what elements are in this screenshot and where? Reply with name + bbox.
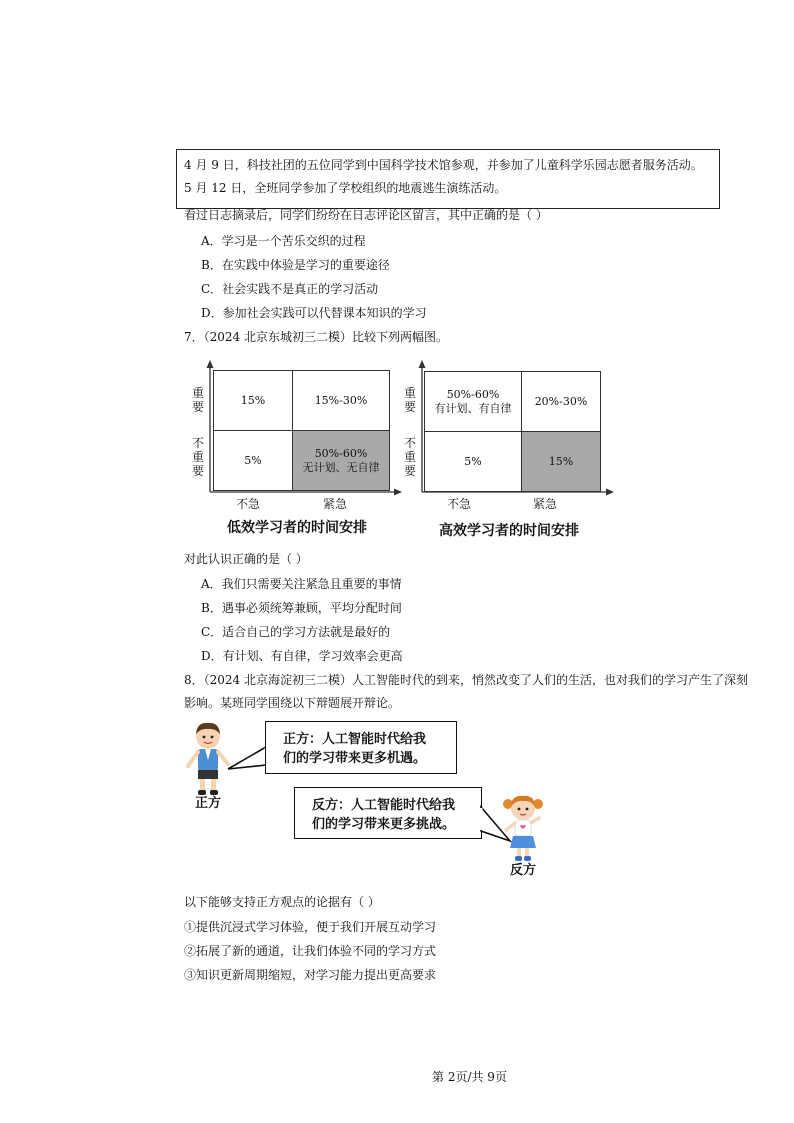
right-col-label-notrush: 不急: [447, 497, 472, 511]
right-cell-unimportant-notrush: [424, 431, 522, 492]
left-cell-important-urgent-text: 15%-30%: [314, 393, 368, 407]
q7-option-d: D．有计划、有自律，学习效率会更高: [201, 649, 403, 663]
q8-stem-line-2: 影响。某班同学围绕以下辩题展开辩论。: [184, 696, 401, 710]
right-cell-important-urgent: [521, 371, 601, 432]
left-cell-unimportant-notrush: [213, 430, 293, 491]
left-cell-unimportant-urgent: [292, 430, 390, 491]
right-chart-title: 高效学习者的时间安排: [439, 523, 579, 539]
left-cell-unimportant-urgent-value: 50%-60%: [314, 446, 368, 460]
diary-line-2: 5 月 12 日，全班同学参加了学校组织的地震逃生演练活动。: [184, 181, 507, 195]
page-number: 第 2页/共 9页: [432, 1070, 507, 1084]
q8-item-2: ②拓展了新的通道，让我们体验不同的学习方式: [184, 944, 437, 958]
q6-option-c: C．社会实践不是真正的学习活动: [201, 282, 379, 296]
con-speech-bubble: [294, 787, 482, 839]
right-cell-unimportant-notrush-text: 5%: [464, 454, 482, 468]
q8-stem-line-1: 8．（2024 北京海淀初三二模）人工智能时代的到来，悄然改变了人们的生活，也对我们的学习产生了深刻: [184, 673, 748, 687]
left-col-label-notrush: 不急: [236, 497, 261, 511]
q6-stem: 看过日志摘录后，同学们纷纷在日志评论区留言，其中正确的是（ ）: [184, 208, 548, 222]
q8-question: 以下能够支持正方观点的论据有（ ）: [184, 895, 380, 909]
right-cell-important-notrush: [424, 371, 522, 432]
left-row-label-important: 重要: [191, 386, 204, 414]
pro-bubble-line-2: 们的学习带来更多机遇。: [283, 751, 427, 766]
right-cell-important-urgent-text: 20%-30%: [534, 394, 588, 408]
right-row-label-unimportant: 不重要: [403, 436, 416, 478]
girl-illustration-icon: [498, 792, 548, 864]
q7-option-a: A．我们只需要关注紧急且重要的事情: [201, 577, 402, 591]
q8-item-3: ③知识更新周期缩短，对学习能力提出更高要求: [184, 968, 437, 982]
pro-bubble-tail: [226, 745, 270, 775]
diary-line-1: 4 月 9 日，科技社团的五位同学到中国科学技术馆参观，并参加了儿童科学乐园志愿者服务活动。: [184, 158, 703, 172]
right-cell-unimportant-urgent-text: 15%: [548, 454, 574, 468]
left-col-label-urgent: 紧急: [323, 497, 348, 511]
left-cell-important-notrush: [213, 370, 293, 431]
q6-option-d: D．参加社会实践可以代替课本知识的学习: [201, 306, 427, 320]
con-side-label: 反方: [510, 863, 537, 878]
pro-side-label: 正方: [195, 796, 222, 811]
q7-option-c: C．适合自己的学习方法就是最好的: [201, 625, 391, 639]
q6-option-b: B．在实践中体验是学习的重要途径: [201, 258, 390, 272]
right-col-label-urgent: 紧急: [533, 497, 558, 511]
right-cell-unimportant-urgent: [521, 431, 601, 492]
left-cell-important-notrush-text: 15%: [240, 393, 266, 407]
pro-bubble-line-1: 正方：人工智能时代给我: [283, 732, 427, 747]
left-cell-unimportant-notrush-text: 5%: [244, 453, 262, 467]
right-cell-important-notrush-value: 50%-60%: [446, 387, 500, 401]
left-row-label-unimportant: 不重要: [191, 436, 204, 478]
pro-speech-bubble: [265, 721, 457, 774]
left-cell-important-urgent: [292, 370, 390, 431]
right-cell-important-notrush-note: 有计划、有自律: [434, 401, 512, 415]
q6-option-a: A．学习是一个苦乐交织的过程: [201, 234, 366, 248]
q8-item-1: ①提供沉浸式学习体验，便于我们开展互动学习: [184, 920, 437, 934]
left-cell-unimportant-urgent-note: 无计划、无自律: [302, 460, 380, 474]
q7-question: 对此认识正确的是（ ）: [184, 552, 308, 566]
left-chart-title: 低效学习者的时间安排: [227, 520, 367, 536]
con-bubble-line-1: 反方：人工智能时代给我: [312, 798, 456, 813]
con-bubble-line-2: 们的学习带来更多挑战。: [312, 817, 456, 832]
right-row-label-important: 重要: [403, 386, 416, 414]
q7-stem: 7．（2024 北京东城初三二模）比较下列两幅图。: [184, 330, 448, 344]
q7-option-b: B．遇事必须统筹兼顾，平均分配时间: [201, 601, 402, 615]
